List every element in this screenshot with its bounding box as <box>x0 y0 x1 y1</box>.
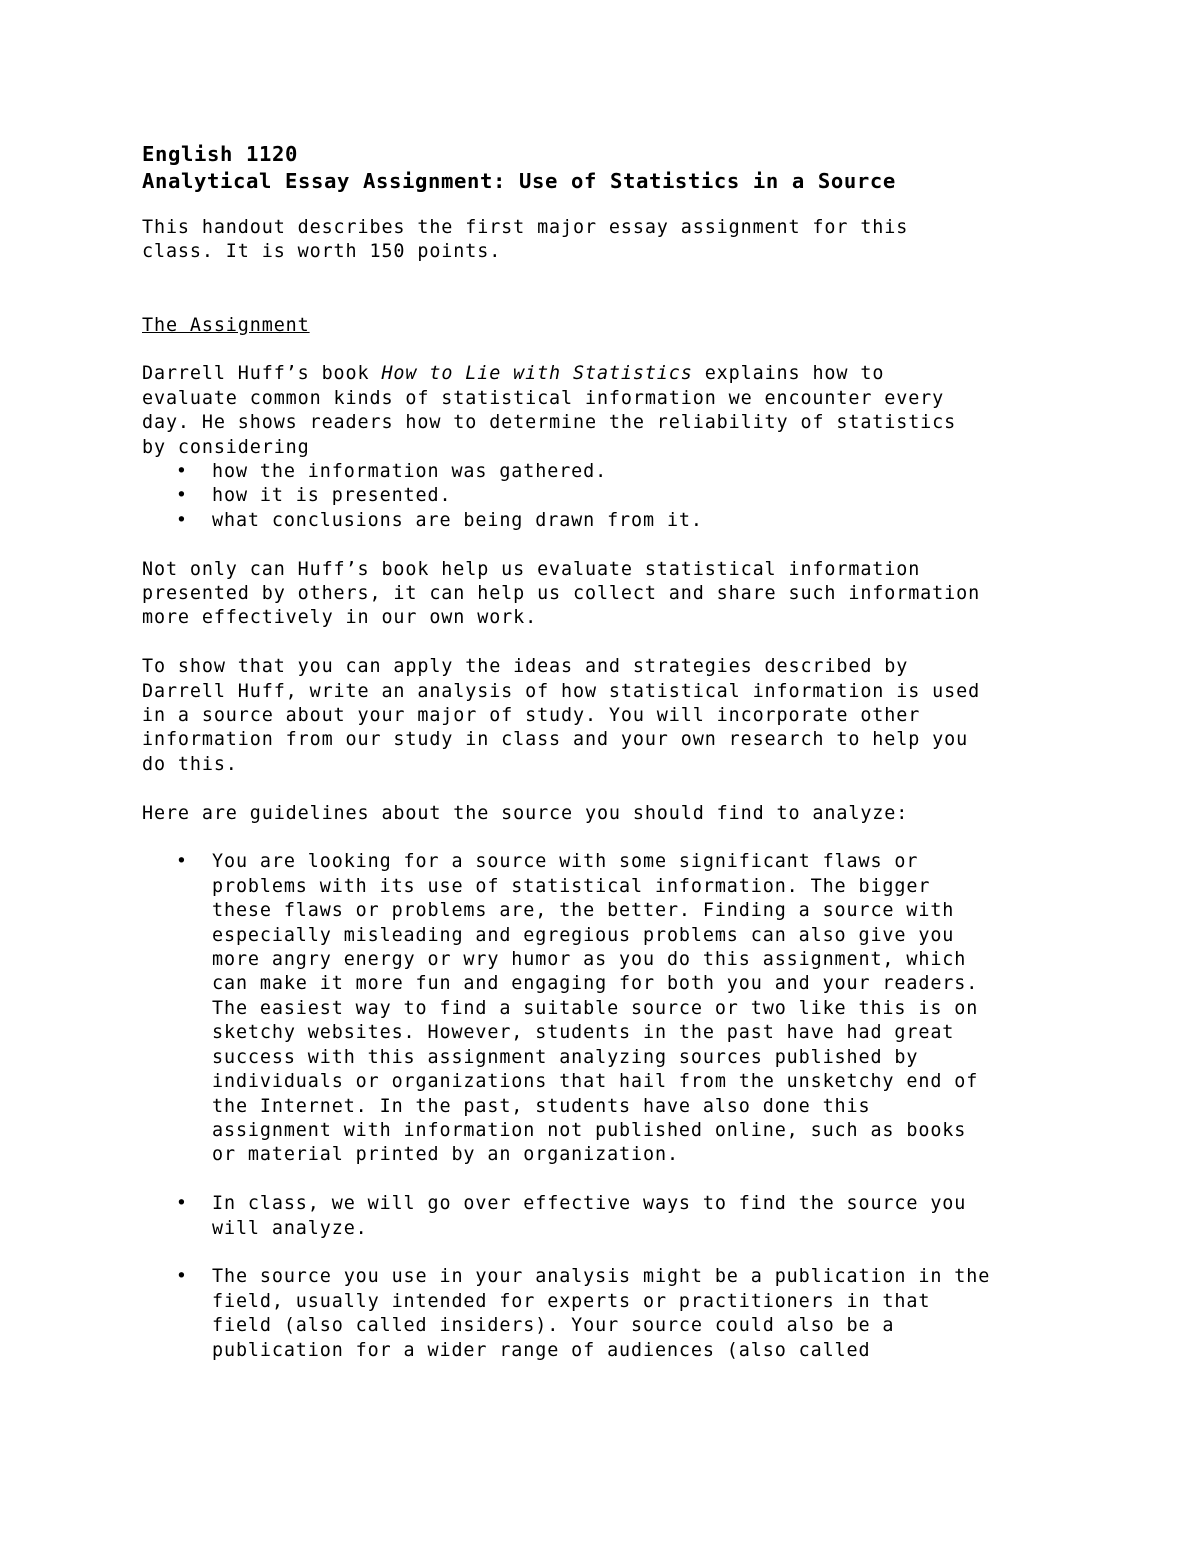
list-item <box>142 1265 1082 1363</box>
bullet-icon: • <box>176 1193 187 1215</box>
list-item-text: problems with its use of statistical information. The bigger <box>212 875 931 897</box>
list-item-text: will analyze. <box>212 1217 368 1239</box>
list-item <box>142 484 1082 508</box>
paragraph-line: more effectively in our own work. <box>142 607 538 629</box>
list-item <box>142 1192 1082 1241</box>
list-item-text: how the information was gathered. <box>212 461 608 483</box>
paragraph-line: information from our study in class and your own research to help you <box>142 729 969 751</box>
paragraph-line: by considering <box>142 436 310 458</box>
list-item-text: or material printed by an organization. <box>212 1144 679 1166</box>
considerations-list <box>142 460 1082 533</box>
list-item <box>142 850 1082 1167</box>
document-page <box>142 141 1082 1363</box>
list-item-text: individuals or organizations that hail from the unsketchy end of <box>212 1071 979 1093</box>
intro-line: This handout describes the first major essay assignment for this <box>142 217 909 238</box>
paragraph-line: day. He shows readers how to determine the reliability of statistics <box>142 412 957 434</box>
list-item-text: can make it more fun and engaging for both you and your readers. <box>212 973 979 995</box>
bullet-icon: • <box>176 485 187 507</box>
list-item <box>142 460 1082 484</box>
list-item-text: The easiest way to find a suitable source or two like this is on <box>212 997 979 1019</box>
bullet-icon: • <box>176 851 187 873</box>
intro-line: class. It is worth 150 points. <box>142 241 502 263</box>
list-item-text: field, usually intended for experts or practitioners in that <box>212 1290 931 1312</box>
guidelines-list <box>142 850 1082 1363</box>
text-run: explains how to <box>692 363 885 385</box>
paragraph-line: in a source about your major of study. You will incorporate other <box>142 705 921 727</box>
paragraph-huff-book <box>142 362 1082 460</box>
section-heading: The Assignment <box>142 314 310 336</box>
list-item-text: assignment with information not published online, such as books <box>212 1119 967 1141</box>
paragraph-line: evaluate common kinds of statistical information we encounter every <box>142 387 945 409</box>
list-item-text: field (also called insiders). Your source could also be a <box>212 1315 895 1337</box>
paragraph-line: Not only can Huff’s book help us evaluate statistical information <box>142 558 921 580</box>
guidelines-intro: Here are guidelines about the source you should find to analyze: <box>142 802 909 824</box>
paragraph-line: To show that you can apply the ideas and strategies described by <box>142 656 909 678</box>
list-item-text: success with this assignment analyzing sources published by <box>212 1046 919 1068</box>
book-title: How to Lie with Statistics <box>381 363 693 385</box>
list-item-text: You are looking for a source with some significant flaws or <box>212 851 919 873</box>
bullet-icon: • <box>176 461 187 483</box>
paragraph-task <box>142 655 1082 777</box>
course-title: English 1120 <box>142 142 298 166</box>
list-item-text: especially misleading and egregious problems can also give you <box>212 924 955 946</box>
paragraph-collect-share <box>142 558 1082 631</box>
list-item-text: The source you use in your analysis might be a publication in the <box>212 1266 991 1288</box>
list-item-spacer <box>142 1241 1082 1265</box>
text-run: Darrell Huff’s book <box>142 363 382 385</box>
list-item-text: more angry energy or wry humor as you do this assignment, which <box>212 949 967 971</box>
paragraph-line: presented by others, it can help us collect and share such information <box>142 583 981 605</box>
list-item-text: what conclusions are being drawn from it. <box>212 509 703 531</box>
list-item-text: these flaws or problems are, the better. Finding a source with <box>212 900 955 922</box>
intro-paragraph <box>142 216 1082 265</box>
assignment-title: Analytical Essay Assignment: Use of Statistics in a Source <box>142 168 896 193</box>
bullet-icon: • <box>176 1266 187 1288</box>
paragraph-line: do this. <box>142 753 238 775</box>
list-item-text: In class, we will go over effective ways to find the source you <box>212 1193 967 1215</box>
bullet-icon: • <box>176 509 187 531</box>
list-item-text: how it is presented. <box>212 485 452 507</box>
paragraph-line <box>142 362 1082 386</box>
list-item-text: publication for a wider range of audiences (also called <box>212 1339 871 1361</box>
list-item <box>142 509 1082 533</box>
list-item-text: sketchy websites. However, students in the past have had great <box>212 1022 955 1044</box>
list-item-spacer <box>142 1168 1082 1192</box>
paragraph-line: Darrell Huff, write an analysis of how statistical information is used <box>142 680 981 702</box>
list-item-text: the Internet. In the past, students have also done this <box>212 1095 871 1117</box>
